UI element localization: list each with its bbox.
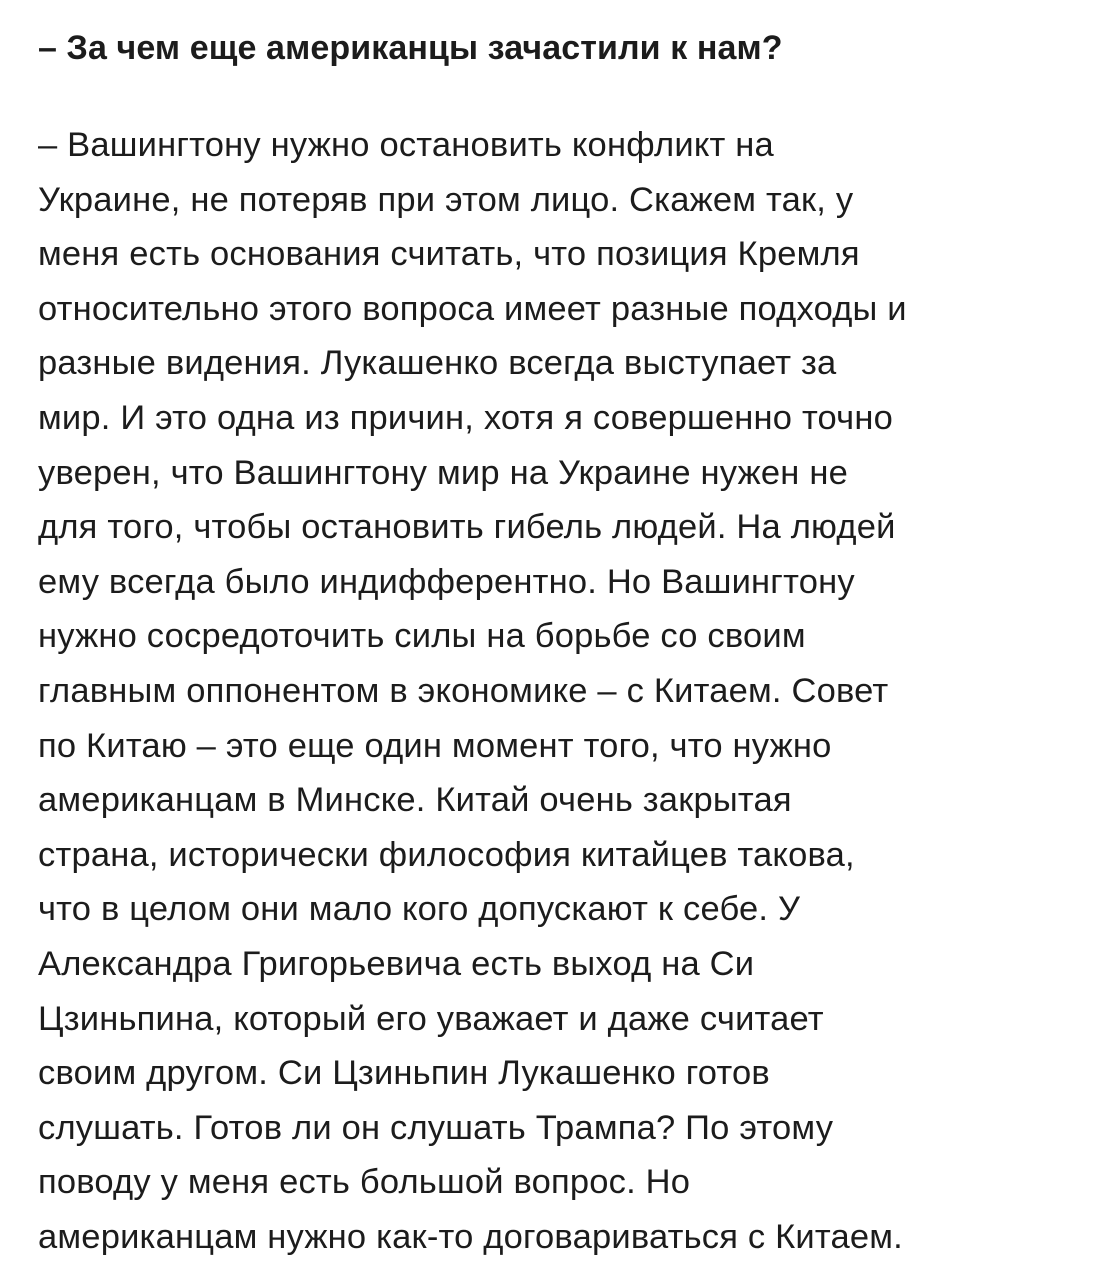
answer-line: Украине, не потеряв при этом лицо. Скажем так, у [38,180,854,219]
answer-line: уверен, что Вашингтону мир на Украине нужен не [38,453,848,492]
article [38,22,1078,1264]
answer-line: своим другом. Си Цзиньпин Лукашенко готов [38,1054,770,1093]
answer-line: по Китаю – это еще один момент того, что нужно [38,726,832,765]
answer-line: относительно этого вопроса имеет разные подходы и [38,289,907,328]
answer-line: для того, чтобы остановить гибель людей. На людей [38,508,896,547]
answer-line: американцам нужно как-то договариваться с Китаем. [38,1217,903,1256]
answer-line: разные видения. Лукашенко всегда выступает за [38,344,837,383]
interview-answer [38,118,1078,1264]
answer-line: ему всегда было индифферентно. Но Вашингтону [38,562,855,601]
answer-line: что в целом они мало кого допускают к себе. У [38,890,801,929]
answer-line: главным оппонентом в экономике – с Китаем. Совет [38,671,889,710]
answer-line: Цзиньпина, который его уважает и даже считает [38,999,824,1038]
answer-line: американцам в Минске. Китай очень закрытая [38,781,792,820]
answer-line: – Вашингтону нужно остановить конфликт на [38,126,774,164]
answer-line: мир. И это одна из причин, хотя я совершенно точно [38,398,893,437]
answer-line: Александра Григорьевича есть выход на Си [38,944,755,983]
answer-line: меня есть основания считать, что позиция Кремля [38,235,860,274]
interview-question: – За чем еще американцы зачастили к нам? [38,29,783,67]
answer-line: страна, исторически философия китайцев такова, [38,835,855,874]
answer-line: поводу у меня есть большой вопрос. Но [38,1163,691,1202]
answer-line: нужно сосредоточить силы на борьбе со своим [38,617,806,656]
answer-line: слушать. Готов ли он слушать Трампа? По этому [38,1108,834,1147]
